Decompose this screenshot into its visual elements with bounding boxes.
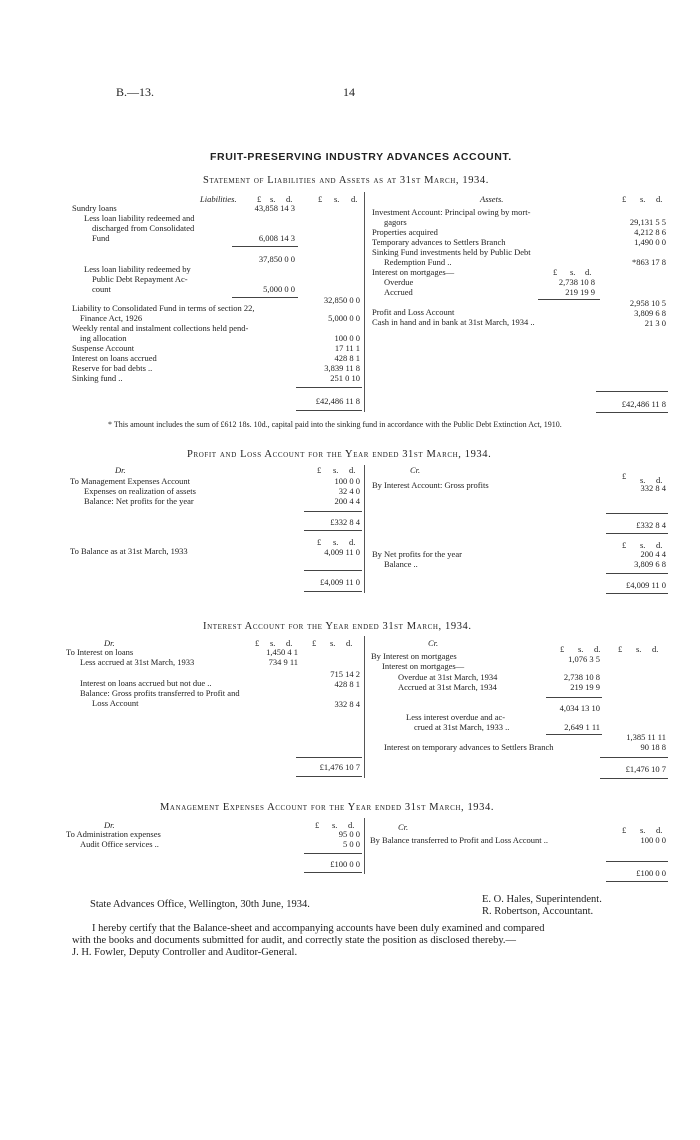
interest-cr-total: £1,476 10 7 bbox=[625, 764, 666, 774]
currency-pound: £ bbox=[622, 194, 627, 204]
mgmt-dr-amount: 95 0 0 bbox=[338, 829, 360, 839]
currency-pence: d. bbox=[349, 465, 356, 475]
mgmt-cr-total: £100 0 0 bbox=[636, 868, 666, 878]
liability-amount: 100 0 0 bbox=[334, 333, 360, 343]
liability-line: Sundry loans bbox=[72, 203, 117, 213]
currency-pound: £ bbox=[317, 465, 322, 475]
interest-dr-line: Loss Account bbox=[92, 698, 139, 708]
asset-line: Investment Account: Principal owing by mort- bbox=[372, 207, 531, 217]
asset-amount: 2,958 10 5 bbox=[629, 298, 666, 308]
asset-amount: 21 3 0 bbox=[644, 318, 666, 328]
liability-line: Public Debt Repayment Ac- bbox=[92, 274, 188, 284]
currency-pence: d. bbox=[286, 194, 293, 204]
interest-dr-amount: 715 14 2 bbox=[330, 669, 360, 679]
asset-line: Temporary advances to Settlers Branch bbox=[372, 237, 506, 247]
interest-cr-line: crued at 31st March, 1933 .. bbox=[414, 722, 510, 732]
office-date: State Advances Office, Wellington, 30th June, 1934. bbox=[90, 899, 310, 910]
asset-inner-amount: 2,738 10 8 bbox=[558, 277, 595, 287]
liability-line: Less loan liability redeemed and bbox=[84, 213, 195, 223]
currency-pound: £ bbox=[255, 638, 260, 648]
interest-dr-line: Less accrued at 31st March, 1933 bbox=[80, 657, 195, 667]
mgmt-dr-line: Audit Office services .. bbox=[80, 839, 159, 849]
certification-text: I hereby certify that the Balance-sheet and accompanying accounts have been duly examined and compared bbox=[92, 923, 545, 934]
currency-pound: £ bbox=[257, 194, 262, 204]
liability-line: Interest on loans accrued bbox=[72, 353, 157, 363]
asset-line: Accrued bbox=[384, 287, 413, 297]
interest-dr-inner: 1,450 4 1 bbox=[266, 647, 298, 657]
currency-shilling: s. bbox=[640, 540, 646, 550]
currency-pound: £ bbox=[560, 644, 565, 654]
mgmt-dr-line: To Administration expenses bbox=[66, 829, 161, 839]
liability-amount: 5,000 0 0 bbox=[328, 313, 360, 323]
liability-line: Weekly rental and instalment collections held pend- bbox=[72, 323, 249, 333]
mgmt-dr-amount: 5 0 0 bbox=[343, 839, 360, 849]
asset-inner-amount: 219 19 9 bbox=[565, 287, 595, 297]
interest-dr-line: Balance: Gross profits transferred to Profit and bbox=[80, 688, 240, 698]
liability-line: Less loan liability redeemed by bbox=[84, 264, 191, 274]
liability-line: Suspense Account bbox=[72, 343, 135, 353]
liability-line: Liability to Consolidated Fund in terms of section 22, bbox=[72, 303, 255, 313]
currency-pound: £ bbox=[618, 644, 623, 654]
pl-dr-total: £4,009 11 0 bbox=[319, 577, 360, 587]
assets-total: £42,486 11 8 bbox=[621, 399, 666, 409]
interest-cr-line: Accrued at 31st March, 1934 bbox=[398, 682, 497, 692]
currency-pound: £ bbox=[318, 194, 323, 204]
currency-pound: £ bbox=[315, 820, 320, 830]
asset-line: Overdue bbox=[384, 277, 414, 287]
asset-line: Profit and Loss Account bbox=[372, 307, 455, 317]
asset-line: Interest on mortgages— bbox=[372, 267, 455, 277]
asset-line: Cash in hand and in bank at 31st March, 1934 .. bbox=[372, 317, 535, 327]
interest-cr-line: Less interest overdue and ac- bbox=[406, 712, 506, 722]
currency-pence: d. bbox=[656, 194, 663, 204]
currency-pence: d. bbox=[348, 820, 355, 830]
pl-dr-amount: 4,009 11 0 bbox=[324, 547, 360, 557]
liability-line: count bbox=[92, 284, 111, 294]
interest-cr-inner: 219 19 9 bbox=[570, 682, 600, 692]
pl-cr-line: Balance .. bbox=[384, 559, 418, 569]
currency-pound: £ bbox=[622, 540, 627, 550]
liability-line: Sinking fund .. bbox=[72, 373, 123, 383]
superintendent-signature: E. O. Hales, Superintendent. bbox=[482, 894, 602, 905]
asset-amount: *863 17 8 bbox=[632, 257, 666, 267]
pl-cr-line: By Net profits for the year bbox=[372, 549, 462, 559]
pl-cr-label: Cr. bbox=[410, 465, 421, 475]
currency-shilling: s. bbox=[270, 194, 276, 204]
currency-pence: d. bbox=[656, 475, 663, 485]
currency-shilling: s. bbox=[333, 537, 339, 547]
interest-cr-line: Interest on temporary advances to Settlers Branch bbox=[384, 742, 554, 752]
pl-heading: Profit and Loss Account for the Year ended 31st March, 1934. bbox=[187, 449, 492, 460]
pl-dr-line: To Balance as at 31st March, 1933 bbox=[70, 546, 188, 556]
mgmt-cr-line: By Balance transferred to Profit and Loss Account .. bbox=[370, 835, 548, 845]
liability-amount: 251 0 10 bbox=[330, 373, 360, 383]
currency-shilling: s. bbox=[640, 475, 646, 485]
currency-pence: d. bbox=[346, 638, 353, 648]
interest-cr-amount: 1,385 11 11 bbox=[626, 732, 666, 742]
currency-pound: £ bbox=[622, 471, 627, 481]
auditor-signature: J. H. Fowler, Deputy Controller and Auditor-General. bbox=[72, 947, 298, 958]
currency-shilling: s. bbox=[640, 194, 646, 204]
assets-heading: Assets. bbox=[480, 194, 504, 204]
pl-cr-amount: 200 4 4 bbox=[640, 549, 666, 559]
currency-pence: d. bbox=[286, 638, 293, 648]
currency-pound: £ bbox=[317, 537, 322, 547]
currency-pound: £ bbox=[622, 825, 627, 835]
mgmt-dr-total: £100 0 0 bbox=[330, 859, 360, 869]
currency-pence: d. bbox=[351, 194, 358, 204]
currency-pence: d. bbox=[652, 644, 659, 654]
interest-cr-line: By Interest on mortgages bbox=[371, 651, 457, 661]
pl-cr-line: By Interest Account: Gross profits bbox=[372, 480, 489, 490]
currency-pence: d. bbox=[349, 537, 356, 547]
asset-amount: 3,809 6 8 bbox=[634, 308, 666, 318]
interest-cr-inner: 1,076 3 5 bbox=[568, 654, 600, 664]
interest-dr-line: Interest on loans accrued but not due .. bbox=[80, 678, 212, 688]
pl-dr-label: Dr. bbox=[115, 465, 126, 475]
report-reference: B.—13. bbox=[116, 85, 155, 99]
currency-shilling: s. bbox=[578, 644, 584, 654]
asset-amount: 4,212 8 6 bbox=[634, 227, 666, 237]
currency-pence: d. bbox=[656, 540, 663, 550]
interest-dr-amount: 332 8 4 bbox=[334, 699, 360, 709]
liability-line: discharged from Consolidated bbox=[92, 223, 195, 233]
footnote: * This amount includes the sum of £612 18s. 10d., capital paid into the sinking fund in accordance with the Public Debt Extinction Act, 1910. bbox=[108, 420, 562, 429]
currency-pound: £ bbox=[312, 638, 317, 648]
liability-inner-amount: 5,000 0 0 bbox=[263, 284, 295, 294]
interest-cr-inner: 2,649 1 11 bbox=[564, 722, 600, 732]
certification-text: with the books and documents submitted for audit, and correctly state the position as disclosed thereby.— bbox=[72, 935, 517, 946]
statement-heading: Statement of Liabilities and Assets as at 31st March, 1934. bbox=[203, 175, 489, 186]
mgmt-dr-label: Dr. bbox=[104, 820, 115, 830]
pl-dr-line: Expenses on realization of assets bbox=[84, 486, 196, 496]
asset-line: Redemption Fund .. bbox=[384, 257, 452, 267]
mgmt-cr-amount: 100 0 0 bbox=[640, 835, 666, 845]
liability-inner-amount: 37,850 0 0 bbox=[258, 254, 295, 264]
interest-cr-inner: 2,738 10 8 bbox=[563, 672, 600, 682]
asset-line: Properties acquired bbox=[372, 227, 438, 237]
pl-cr-total: £4,009 11 0 bbox=[625, 580, 666, 590]
liability-inner-amount: 6,008 14 3 bbox=[258, 233, 295, 243]
interest-cr-inner: 4,034 13 10 bbox=[559, 703, 600, 713]
document-title: FRUIT-PRESERVING INDUSTRY ADVANCES ACCOUNT. bbox=[210, 151, 512, 163]
currency-pence: d. bbox=[656, 825, 663, 835]
currency-shilling: s. bbox=[334, 194, 340, 204]
liability-line: ing allocation bbox=[80, 333, 127, 343]
currency-shilling: s. bbox=[570, 267, 576, 277]
currency-shilling: s. bbox=[330, 638, 336, 648]
interest-cr-label: Cr. bbox=[428, 638, 439, 648]
interest-dr-label: Dr. bbox=[104, 638, 115, 648]
liability-amount: 3,839 11 8 bbox=[324, 363, 360, 373]
pl-dr-line: To Management Expenses Account bbox=[70, 476, 191, 486]
pl-cr-amount: 332 8 4 bbox=[640, 483, 666, 493]
interest-dr-line: To Interest on loans bbox=[66, 647, 134, 657]
interest-cr-line: Overdue at 31st March, 1934 bbox=[398, 672, 498, 682]
currency-shilling: s. bbox=[332, 820, 338, 830]
pl-dr-amount: 32 4 0 bbox=[338, 486, 360, 496]
currency-pence: d. bbox=[585, 267, 592, 277]
currency-shilling: s. bbox=[636, 644, 642, 654]
interest-dr-amount: 428 8 1 bbox=[334, 679, 360, 689]
liability-line: Fund bbox=[92, 233, 110, 243]
liability-line: Reserve for bad debts .. bbox=[72, 363, 153, 373]
pl-dr-amount: 200 4 4 bbox=[334, 496, 360, 506]
liability-inner-amount: 43,858 14 3 bbox=[254, 203, 295, 213]
interest-cr-amount: 90 18 8 bbox=[640, 742, 666, 752]
asset-line: gagors bbox=[384, 217, 407, 227]
currency-shilling: s. bbox=[640, 825, 646, 835]
currency-shilling: s. bbox=[270, 638, 276, 648]
asset-line: Sinking Fund investments held by Public Debt bbox=[372, 247, 531, 257]
interest-heading: Interest Account for the Year ended 31st March, 1934. bbox=[203, 621, 472, 632]
liability-line: Finance Act, 1926 bbox=[80, 313, 143, 323]
currency-pence: d. bbox=[594, 644, 601, 654]
page-number: 14 bbox=[343, 85, 355, 99]
pl-dr-total: £332 8 4 bbox=[330, 517, 360, 527]
accountant-signature: R. Robertson, Accountant. bbox=[482, 906, 594, 917]
pl-cr-total: £332 8 4 bbox=[636, 520, 666, 530]
mgmt-cr-label: Cr. bbox=[398, 822, 409, 832]
liability-amount: 17 11 1 bbox=[334, 343, 360, 353]
asset-amount: 29,131 5 5 bbox=[629, 217, 666, 227]
liabilities-heading: Liabilities. bbox=[200, 194, 237, 204]
interest-dr-inner: 734 9 11 bbox=[268, 657, 298, 667]
liability-amount: 428 8 1 bbox=[334, 353, 360, 363]
pl-cr-amount: 3,809 6 8 bbox=[634, 559, 666, 569]
currency-shilling: s. bbox=[333, 465, 339, 475]
liabilities-total: £42,486 11 8 bbox=[315, 396, 360, 406]
currency-pound: £ bbox=[553, 267, 558, 277]
interest-dr-total: £1,476 10 7 bbox=[319, 762, 360, 772]
interest-cr-line: Interest on mortgages— bbox=[382, 661, 465, 671]
mgmt-heading: Management Expenses Account for the Year ended 31st March, 1934. bbox=[160, 802, 495, 813]
pl-dr-line: Balance: Net profits for the year bbox=[84, 496, 194, 506]
liability-amount: 32,850 0 0 bbox=[323, 295, 360, 305]
asset-amount: 1,490 0 0 bbox=[634, 237, 666, 247]
pl-dr-amount: 100 0 0 bbox=[334, 476, 360, 486]
